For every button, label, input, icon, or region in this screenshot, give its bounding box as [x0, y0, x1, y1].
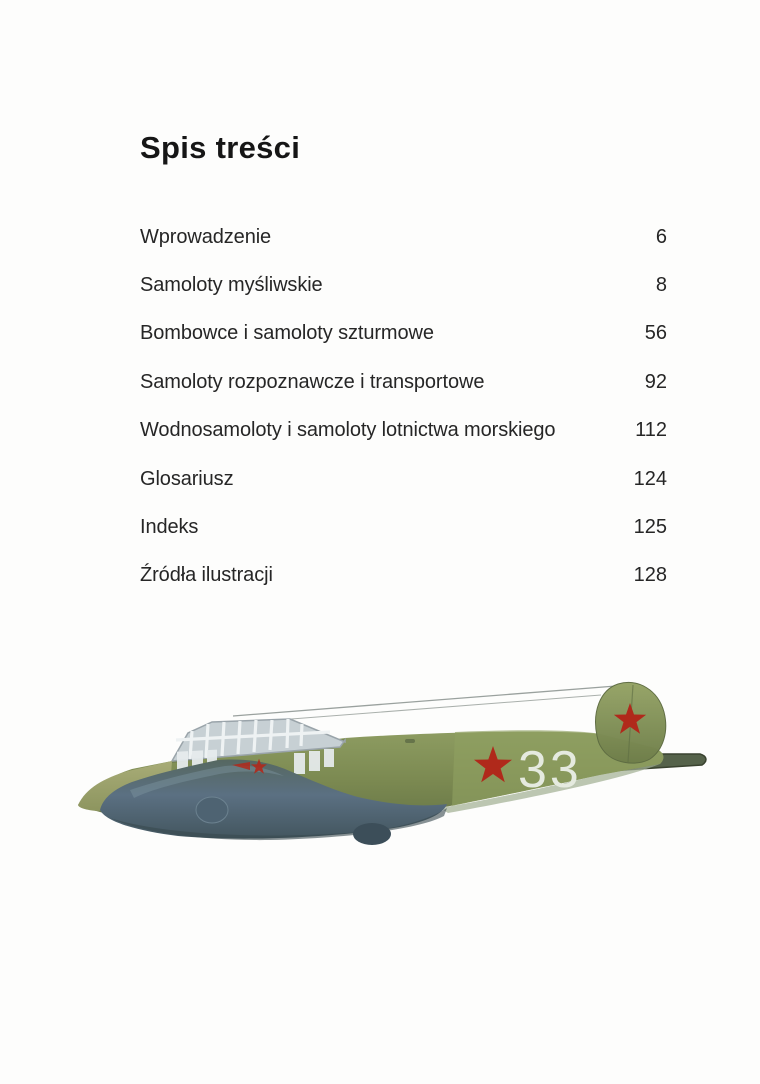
toc-page-number: 124 [633, 467, 667, 490]
toc-item-label: Samoloty myśliwskie [140, 274, 323, 297]
toc-row [140, 455, 667, 503]
toc-page-number: 128 [633, 564, 667, 587]
antenna-wire [233, 686, 616, 716]
nacelle-bulge [196, 797, 228, 823]
aircraft-illustration [0, 640, 760, 870]
table-of-contents [140, 213, 667, 600]
toc-row [140, 552, 667, 600]
fuselage-hatch [405, 739, 415, 743]
toc-row [140, 407, 667, 455]
toc-page-number: 56 [644, 322, 667, 345]
toc-page-number: 112 [635, 419, 667, 442]
toc-row [140, 261, 667, 309]
toc-item-label: Wprowadzenie [140, 225, 272, 248]
toc-item-label: Bombowce i samoloty szturmowe [140, 322, 434, 345]
toc-item-label: Samoloty rozpoznawcze i transportowe [140, 370, 485, 393]
ventral-bump [353, 823, 391, 845]
toc-row [140, 310, 667, 358]
toc-row [140, 358, 667, 406]
toc-item-label: Źródła ilustracji [140, 564, 273, 587]
toc-page-number: 6 [655, 225, 667, 248]
toc-item-label: Glosariusz [140, 467, 234, 490]
toc-item-label: Wodnosamoloty i samoloty lotnictwa morskiego [140, 419, 556, 442]
toc-row [140, 213, 667, 261]
toc-page-number: 8 [655, 274, 667, 297]
toc-row [140, 503, 667, 551]
toc-page-number: 125 [633, 516, 667, 539]
toc-page-number: 92 [644, 370, 667, 393]
page-title: Spis treści [140, 130, 301, 165]
toc-item-label: Indeks [140, 516, 199, 539]
antenna-wire [240, 695, 601, 723]
tactical-number: 33 [518, 741, 582, 799]
